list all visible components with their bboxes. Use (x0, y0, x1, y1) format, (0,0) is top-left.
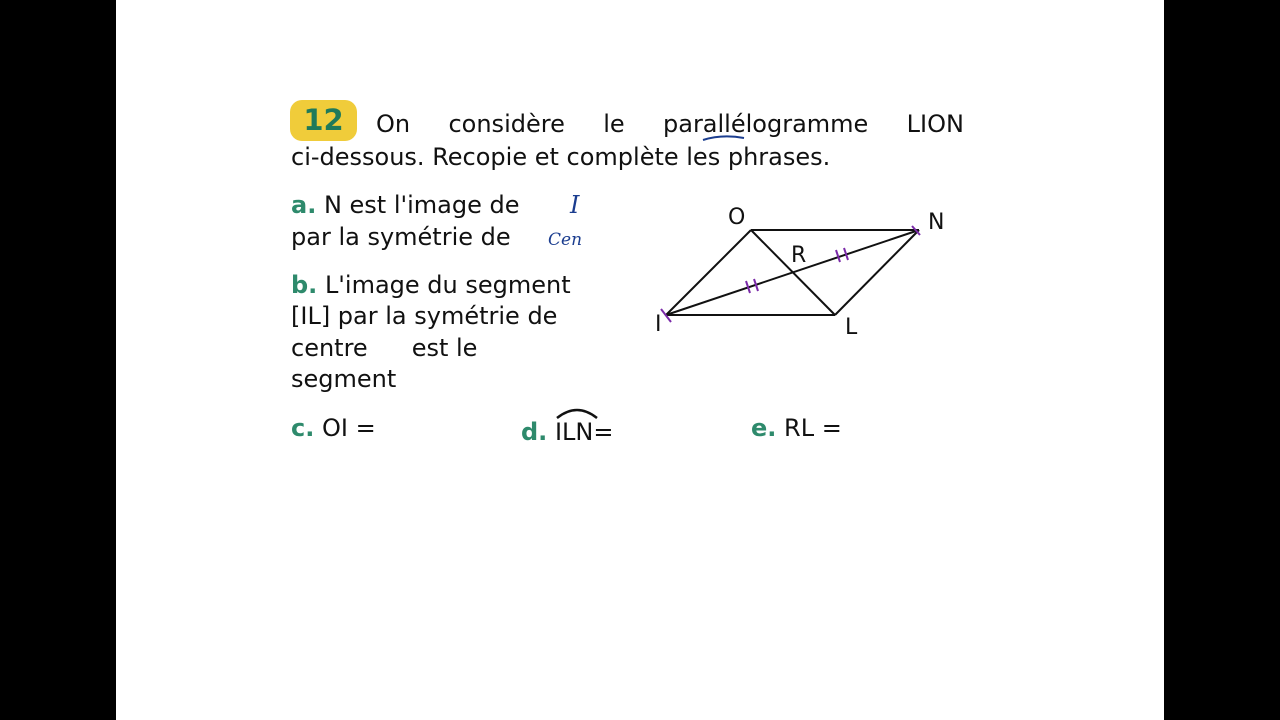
point-label-n: N (928, 210, 945, 235)
question-c-label: c. (291, 414, 315, 442)
question-d-label: d. (521, 418, 548, 446)
exercise-number-badge: 12 (290, 100, 357, 141)
question-b-text1: L'image du segment (324, 271, 571, 299)
point-label-l: L (845, 315, 858, 340)
question-b-line4: segment (291, 365, 397, 393)
intro-word: considère (448, 110, 565, 138)
question-a-label: a. (291, 191, 317, 219)
intro-word: LION (906, 110, 964, 138)
angle-name: ILN (554, 418, 594, 446)
handwritten-answer-a2: Cen (548, 230, 583, 250)
intro-word: On (376, 110, 411, 138)
question-d-suffix: = (593, 418, 614, 446)
question-e-text: RL = (784, 414, 842, 442)
point-label-o: O (728, 205, 746, 230)
question-a-text1: N est l'image de (323, 191, 520, 219)
question-b-label: b. (291, 271, 318, 299)
question-a-line2: par la symétrie de (291, 223, 511, 251)
intro-word: parallélogramme (663, 110, 869, 138)
question-b-line2: [IL] par la symétrie de (291, 302, 558, 330)
intro-word: le (603, 110, 625, 138)
question-e-label: e. (751, 414, 777, 442)
exercise-intro-line2: ci-dessous. Recopie et complète les phrases. (291, 143, 831, 171)
point-label-r: R (791, 243, 807, 268)
point-label-i: I (655, 312, 662, 337)
segment-nl (835, 230, 919, 315)
handwritten-answer-a1: I (570, 191, 580, 219)
question-b-text3b: est le (411, 334, 478, 362)
question-c-text: OI = (321, 414, 376, 442)
question-b-text3a: centre (291, 334, 368, 362)
segment-io (666, 230, 751, 315)
handwritten-underline (703, 136, 744, 140)
